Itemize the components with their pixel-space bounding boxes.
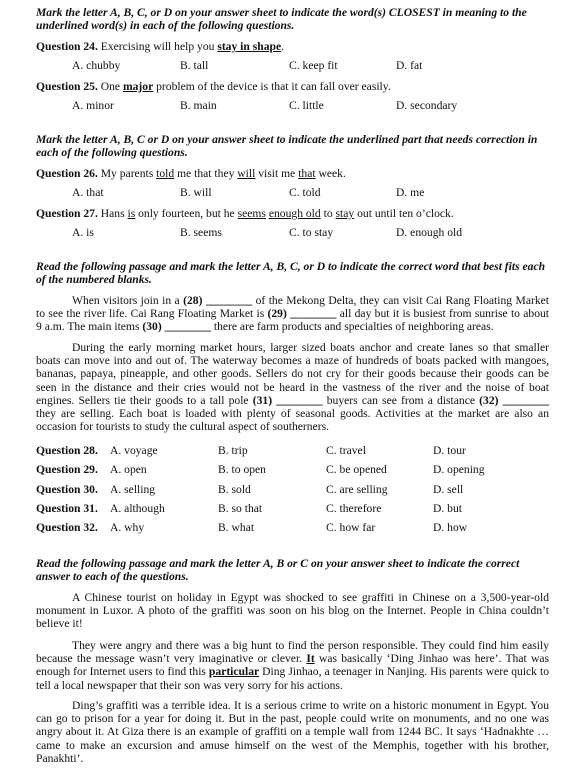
text: out until ten o’clock. [354, 207, 454, 220]
question-label: Question 31. [36, 502, 98, 515]
option-d[interactable]: D. tour [433, 444, 466, 457]
option-c[interactable]: C. to stay [289, 226, 334, 239]
option-c[interactable]: C. therefore [326, 502, 382, 515]
underlined-part: seems [237, 207, 266, 220]
reading-paragraph-2 [36, 639, 549, 692]
text: buyers can see from a distance [322, 393, 480, 407]
options-25 [72, 99, 552, 112]
blank-29: (29) ________ [267, 307, 337, 321]
text: During the early morning market hours, larger sized boats anchor and create lanes so that smaller boats can move into and out of. The waterway becomes a maze of hundreds of boats packed with mangoes, bananas, papaya, pineapple, and other goods. Sellers do not cry for their goods because their goods can be seen in the distance and their cries would not be heard in the vastness of the river and the noise of boat engines. Sellers tie their goods to a tall pole [36, 341, 549, 407]
underlined-part: is [127, 207, 136, 220]
reading-paragraph-1: A Chinese tourist on holiday in Egypt was shocked to see graffiti in Chinese on a 3,500-year-old monument in Luxor. A photo of the graffiti was soon on his blog on the Internet. People in China couldn’t believe it! [36, 591, 549, 631]
question-label: Question 28. [36, 444, 98, 457]
section-instruction-cloze: Read the following passage and mark the letter A, B, C, or D to indicate the correct word that best fits each of the numbered blanks. [36, 260, 546, 287]
options-26 [72, 186, 552, 199]
question-text: Exercising will help you [100, 40, 218, 53]
reading-paragraph-3: Ding’s graffiti was a terrible idea. It is a serious crime to write on a historic monument in Egypt. You can go to prison for a year for doing it. But in the past, people could write on monuments, and no one was angry about it. At Giza there is an example of graffiti on a temple wall from 1244 BC. It says ‘Hadnakhte … came to make an excursion and amuse himself on the west of the Memphis, together with his brother, Panakhti’. [36, 699, 549, 765]
underlined-part: that [298, 167, 316, 180]
option-b[interactable]: B. seems [180, 226, 222, 239]
option-d[interactable]: D. secondary [396, 99, 458, 112]
underlined-part: stay [335, 207, 355, 220]
text: me that they [174, 167, 238, 180]
text: Ding Jinhao, a teenager in Nanjing. His parents were quick to tell a local newspaper that their son was very sorry for his actions. [36, 665, 549, 692]
option-c[interactable]: C. are selling [326, 483, 388, 496]
option-a[interactable]: A. is [72, 226, 94, 239]
text: visit me [255, 167, 299, 180]
question-label: Question 30. [36, 483, 98, 496]
question-26 [36, 167, 556, 180]
question-25 [36, 80, 556, 93]
section-instruction-reading: Read the following passage and mark the letter A, B or C on your answer sheet to indicate the correct answer to each of the questions. [36, 557, 520, 584]
option-b[interactable]: B. tall [180, 59, 209, 72]
blank-31: (31) ________ [252, 393, 323, 407]
cloze-paragraph-1 [36, 294, 549, 334]
question-text-end: . [281, 40, 285, 53]
text: all day but it is busiest from sunrise to about 9 a.m. The main items [36, 307, 550, 334]
question-label: Question 26. [36, 167, 98, 180]
option-d[interactable]: D. fat [396, 59, 423, 72]
option-b[interactable]: B. to open [218, 463, 266, 476]
text: was basically ‘Ding Jinhao was here’. That was enough for Internet users to find this [36, 652, 549, 679]
question-27 [36, 207, 556, 220]
text: of the Mekong Delta, they can visit Cai Rang Floating Market to see the river life. Cai Rang Floating Market is [36, 294, 549, 321]
question-24 [36, 40, 556, 53]
option-b[interactable]: B. what [218, 521, 255, 534]
option-b[interactable]: B. main [180, 99, 217, 112]
option-b[interactable]: B. sold [218, 483, 251, 496]
question-label: Question 24. [36, 40, 98, 53]
underlined-word: major [122, 80, 154, 93]
option-a[interactable]: A. voyage [110, 444, 158, 457]
text: Hans [100, 207, 128, 220]
text: They were angry and there was a big hunt to find the person responsible. They could find him easily because the message wasn’t very imaginative or clever. [36, 639, 549, 666]
option-a[interactable]: A. minor [72, 99, 114, 112]
question-text-end: problem of the device is that it can fall over easily. [153, 80, 391, 93]
option-c[interactable]: C. little [289, 99, 324, 112]
question-29-row [36, 463, 556, 477]
underlined-phrase: stay in shape [217, 40, 282, 53]
option-a[interactable]: A. selling [110, 483, 156, 496]
underlined-part: will [237, 167, 256, 180]
question-31-row [36, 502, 556, 516]
section-instruction-correction: Mark the letter A, B, C or D on your answer sheet to indicate the underlined part that needs correction in each of the following questions. [36, 133, 538, 160]
options-24 [72, 59, 552, 72]
options-27 [72, 226, 552, 239]
option-d[interactable]: D. but [433, 502, 462, 515]
option-c[interactable]: C. how far [326, 521, 376, 534]
question-label: Question 32. [36, 521, 98, 534]
option-b[interactable]: B. will [180, 186, 212, 199]
blank-30: (30) ________ [142, 320, 211, 334]
option-d[interactable]: D. enough old [396, 226, 463, 239]
option-b[interactable]: B. so that [218, 502, 263, 515]
underlined-part: told [156, 167, 175, 180]
option-c[interactable]: C. be opened [326, 463, 387, 476]
cloze-paragraph-2 [36, 341, 549, 433]
underlined-word-particular: particular [208, 665, 260, 679]
text: week. [315, 167, 346, 180]
option-d[interactable]: D. opening [433, 463, 485, 476]
text: When visitors join in a [72, 294, 184, 307]
blank-28: (28) ________ [183, 294, 253, 307]
text: My parents [100, 167, 157, 180]
blank-32: (32) ________ [479, 393, 550, 407]
question-text: One [100, 80, 123, 93]
option-c[interactable]: C. travel [326, 444, 366, 457]
question-label: Question 25. [36, 80, 98, 93]
question-label: Question 29. [36, 463, 98, 476]
underlined-word-it: It [306, 652, 315, 666]
option-d[interactable]: D. sell [433, 483, 464, 496]
option-a[interactable]: A. chubby [72, 59, 121, 72]
question-30-row [36, 483, 556, 497]
option-a[interactable]: A. why [110, 521, 145, 534]
option-b[interactable]: B. trip [218, 444, 248, 457]
option-a[interactable]: A. open [110, 463, 147, 476]
text: there are farm products and specialties of neighboring areas. [210, 320, 494, 334]
option-a[interactable]: A. that [72, 186, 104, 199]
option-a[interactable]: A. although [110, 502, 165, 515]
option-c[interactable]: C. told [289, 186, 321, 199]
underlined-part: enough old [268, 207, 321, 220]
question-28-row [36, 444, 556, 458]
question-label: Question 27. [36, 207, 98, 220]
question-32-row [36, 521, 556, 535]
option-d[interactable]: D. me [396, 186, 425, 199]
section-instruction-closest: Mark the letter A, B, C, or D on your answer sheet to indicate the word(s) CLOSEST in meaning to the underlined word(s) in each of the following questions. [36, 6, 527, 33]
text: only fourteen, but he [135, 207, 238, 220]
option-d[interactable]: D. how [433, 521, 468, 534]
option-c[interactable]: C. keep fit [289, 59, 338, 72]
text: they are selling. Each boat is loaded with plenty of seasonal goods. Activities at the market are also an occasion for tourists to study the cultural aspect of southerners. [36, 407, 549, 434]
text: to [320, 207, 336, 220]
